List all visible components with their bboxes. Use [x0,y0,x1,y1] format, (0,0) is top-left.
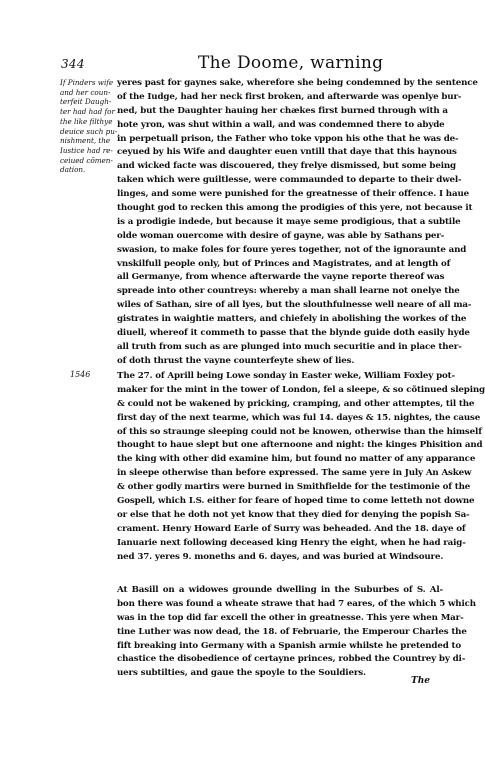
text-line: of this so straunge sleeping could not be knowen, otherwise than the himself [117,426,482,437]
text-line: & could not be wakened by pricking, cramping, and other attemptes, til the [117,398,475,409]
text-line: Gospell, which I.S. either for feare of hoped time to come letteth not downe [117,496,475,507]
catchword: The [411,676,430,686]
text-line: diuell, whereof it commeth to passe that the blynde guide doth easily hyde [117,328,470,339]
margin-note [60,78,117,175]
text-line: thought god to recken this among the prodigies of this yere, not because it [117,203,473,214]
paragraph-3 [117,584,476,681]
text-line: olde woman ouercome with desire of gayne, was able by Sathans per- [117,230,445,241]
text-line: At Basill on a widowes grounde dwelling in the Suburbes of S. Al- [117,585,443,595]
text-line: all Germanye, from whence afterwarde the vayne reporte thereof was [117,272,445,283]
text-line: The 27. of Aprill being Lowe sonday in Easter weke, William Foxley pot- [117,371,455,381]
text-line: yeres past for gaynes sake, wherefore she being condemned by the sentence [117,78,478,88]
text-line: hote yron, was shut within a wall, and was condemned there to abyde [117,119,445,130]
text-line: and wicked facte was discouered, they frelye dismissed, but some being [117,161,456,172]
text-line: of the Iudge, had her neck first broken, and afterwarde was openlye bur- [117,91,462,102]
text-line: ceyued by his Wife and daughter euen vntill that daye that this haynous [117,147,457,158]
text-line: fift breaking into Germany with a Spanish armie whilste he pretended to [117,640,462,651]
text-line: gistrates in waightie matters, and chiefely in abolishing the workes of the [117,314,467,325]
text-line: the king with other did examine him, but found no matter of any apparance [117,454,476,465]
margin-note-line: nishment, the [60,136,111,146]
text-line: first day of the next tearme, which was ful 14. dayes & 15. nightes, the cause [117,412,481,423]
text-line: ned, but the Daughter hauing her chækes first burned through with a [117,105,448,116]
margin-note-line: terfeit Daugh- [60,97,112,107]
text-line: & other godly martirs were burned in Smithfielde for the testimonie of the [117,482,471,493]
margin-note-line: Iustice had re- [60,145,113,155]
margin-note-line: ter had had for [60,107,115,117]
paragraph-2 [117,370,485,564]
text-line: all truth from such as are plunged into much securitie and in place ther- [117,341,462,352]
running-title: The Doome, warning [198,53,384,73]
margin-note-line: If Pinders wife [60,78,114,87]
text-line: vnskilfull people only, but of Princes and Magistrates, and at length of [117,258,451,269]
text-line: linges, and some were punished for the greatnesse of their offence. I haue [117,189,469,200]
text-line: swasion, to make foles for foure yeres together, not of the ignoraunte and [117,244,467,255]
paragraph-1 [117,77,478,369]
text-line: or else that he doth not yet know that they died for denying the popish Sa- [117,509,470,520]
text-line: bon there was found a wheate strawe that had 7 eares, of the which 5 which [117,598,476,609]
margin-year: 1546 [70,370,91,379]
text-line: maker for the mint in the tower of London, fel a sleepe, & so cõtinued sleping [117,384,485,395]
margin-note-line: deuice such pu- [60,126,118,136]
margin-note-line: dation. [60,165,86,175]
margin-note-line: and her coun- [60,87,111,97]
text-line: is a prodigie indede, but because it maye seme prodigious, that a subtile [117,216,461,227]
text-line: in perpetuall prison, the Father who toke vppon his othe that he was de- [117,133,459,144]
text-line: wiles of Sathan, sire of all lyes, but the slouthfulnesse well neare of all ma- [117,300,472,311]
text-line: uers subtilties, and gaue the spoyle to the Souldiers. [117,668,366,679]
margin-note-line: ceiued cõmen- [60,155,113,165]
text-line: ned 37. yeres 9. moneths and 6. dayes, and was buried at Windsoure. [117,551,444,562]
text-line: was in the top did far excell the other in greatnesse. This yere when Mar- [117,612,464,623]
text-line: chastice the disobedience of certayne princes, robbed the Countrey by di- [117,654,466,665]
text-line: Ianuarie next following deceased king Henry the eight, when he had raig- [117,537,466,548]
text-line: crament. Henry Howard Earle of Surry was beheaded. And the 18. daye of [117,523,466,534]
text-line: spreade into other countreys: whereby a man shall learne not onelye the [117,286,460,297]
page-number: 344 [61,57,85,71]
text-line: taken which were guiltlesse, were commaunded to departe to their dwel- [117,175,462,186]
text-line: tine Luther was now dead, the 18. of Februarie, the Emperour Charles the [117,626,467,637]
margin-note-line: the like filthye [60,116,113,126]
text-line: in sleepe otherwise than before expressed. The same yere in July An Askew [117,468,472,479]
text-line: thought to haue slept but one afternoone and night: the kinges Phisition and [117,440,483,451]
text-line: of doth thrust the vayne counterfeyte shew of lies. [117,355,355,366]
